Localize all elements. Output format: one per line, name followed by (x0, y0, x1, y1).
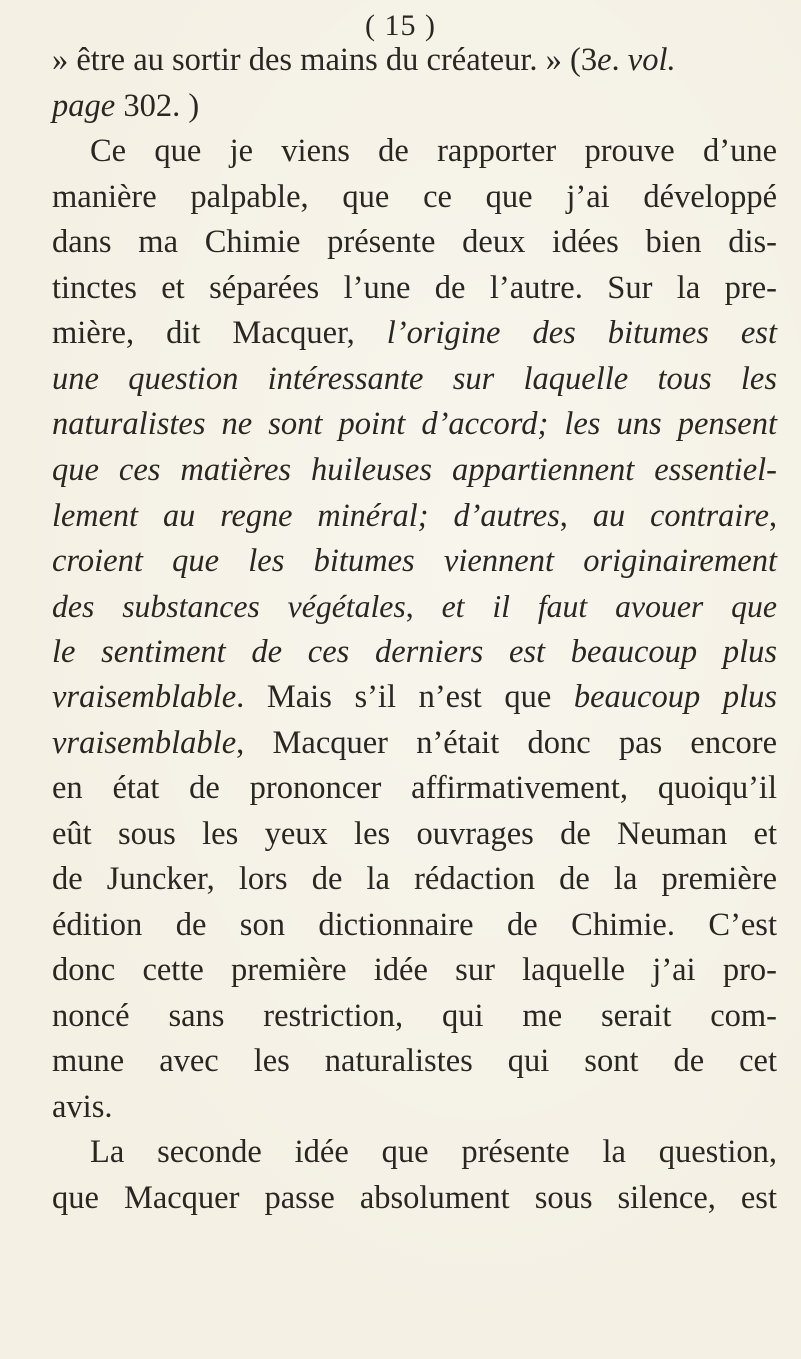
italic-text-segment: le sentiment de ces derniers est beaucoup plus (52, 633, 777, 670)
text-line (52, 84, 777, 130)
text-segment: de Juncker, lors de la rédaction de la première (52, 861, 777, 897)
text-segment: , (559, 497, 593, 533)
text-line (52, 357, 777, 403)
text-segment: , (768, 497, 777, 533)
italic-text-segment: croient que les bitumes viennent originairement (52, 542, 777, 579)
italic-text-segment: et il faut avouer que (441, 589, 777, 624)
body-text (52, 38, 777, 1221)
text-segment: donc cette première idée sur laquelle j’ai pro- (52, 952, 777, 988)
italic-text-segment: naturalistes ne sont point d’accord; les uns pensent (52, 406, 777, 442)
text-line (52, 539, 777, 585)
italic-text-segment: vraisemblable (52, 724, 237, 761)
text-line (52, 266, 777, 312)
text-line (52, 402, 777, 448)
text-segment: mune avec les naturalistes qui sont de cet (52, 1043, 777, 1079)
text-segment: tinctes et séparées l’une de l’autre. Sur la pre- (52, 269, 777, 306)
italic-text-segment: vraisemblable (52, 679, 237, 715)
text-segment: édition de son dictionnaire de Chimie. C’est (52, 906, 777, 943)
text-segment: La seconde idée que présente la question, (90, 1134, 777, 1170)
text-line (52, 903, 777, 949)
text-segment: , (405, 589, 442, 624)
italic-text-segment: e (597, 42, 612, 78)
text-line (52, 38, 777, 84)
italic-text-segment: page (52, 87, 116, 124)
text-segment: manière palpable, que ce que j’ai développé (52, 178, 777, 215)
page-number: ( 15 ) (365, 9, 436, 42)
text-line (52, 220, 777, 266)
text-line (52, 584, 777, 630)
text-line (52, 175, 777, 221)
text-line (52, 675, 777, 721)
text-segment: » être au sortir des mains du créateur. » (3 (52, 42, 598, 78)
italic-text-segment: une question intéressante sur laquelle tous les (52, 360, 777, 397)
italic-text-segment: vol. (627, 42, 676, 78)
text-segment: eût sous les yeux les ouvrages de Neuman et (52, 815, 777, 852)
text-segment: . (611, 42, 628, 78)
text-segment: noncé sans restriction, qui me serait com- (52, 997, 777, 1034)
text-line (52, 857, 777, 903)
text-segment: Ce que je viens de rapporter prouve d’une (90, 133, 777, 169)
text-line (52, 311, 777, 357)
text-line (52, 1176, 777, 1222)
text-segment: 302. ) (115, 87, 200, 124)
text-segment: dans ma Chimie présente deux idées bien dis- (52, 224, 777, 260)
text-segment: mière, dit Macquer, (52, 315, 387, 351)
text-line (52, 1039, 777, 1085)
text-line (52, 721, 777, 767)
text-line (52, 766, 777, 812)
italic-text-segment: lement au regne minéral; d’autres (52, 497, 560, 533)
italic-text-segment: au contraire (592, 497, 769, 533)
italic-text-segment: l’origine des bitumes est (386, 315, 777, 351)
text-line (52, 630, 777, 676)
text-line (52, 1130, 777, 1176)
italic-text-segment: beaucoup plus (573, 679, 777, 715)
text-line (52, 994, 777, 1040)
text-segment: que Macquer passe absolument sous silence, est (52, 1179, 777, 1216)
text-segment: , Macquer n’était donc pas encore (236, 724, 777, 761)
text-line (52, 1085, 777, 1131)
italic-text-segment: que ces matières huileuses appartiennent essentiel- (52, 451, 777, 488)
text-line (52, 448, 777, 494)
text-line (52, 812, 777, 858)
italic-text-segment: des substances végétales (52, 589, 406, 624)
text-segment: en état de prononcer affirmativement, quoiqu’il (52, 770, 777, 806)
text-line (52, 948, 777, 994)
text-line (52, 493, 777, 539)
text-line (52, 129, 777, 175)
text-segment: avis. (52, 1088, 113, 1125)
text-segment: . Mais s’il n’est que (236, 679, 574, 715)
